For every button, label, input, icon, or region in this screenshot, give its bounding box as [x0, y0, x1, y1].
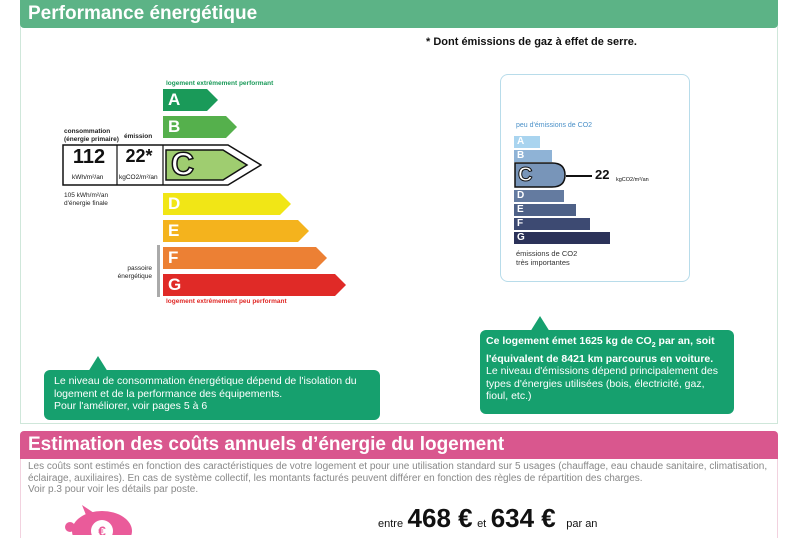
cost-max: 634 € — [490, 503, 556, 533]
energy-class-letter: E — [168, 221, 180, 240]
ges-pointer-line — [566, 175, 592, 177]
ges-class-b: B — [514, 150, 552, 162]
final-energy-label: 105 kWh/m²/an d'énergie finale — [64, 192, 109, 207]
cost-range: entre 468 € et 634 € par an — [378, 503, 598, 533]
energy-class-e — [163, 220, 309, 242]
ges-class-e: E — [514, 204, 576, 216]
ges-class-d: D — [514, 190, 564, 202]
ges-class-a: A — [514, 136, 540, 148]
ges-footnote: * Dont émissions de gaz à effet de serre. — [426, 36, 637, 48]
ges-current-letter: C — [518, 164, 533, 186]
energy-class-d — [163, 193, 291, 215]
costs-description: Les coûts sont estimés en fonction des caractéristiques de votre logement et pour une utilisation standard sur 5 usages (chauffage, eau chaude sanitaire, climatisation, éclairage, auxiliaires). En cas de système collectif, les montants facturés peuvent différer en fonction des règles de répartition des charges. Voir p.3 pour voir les détails par poste. — [28, 461, 768, 495]
co2-value: 22* — [125, 146, 153, 166]
emission-info-bubble: Ce logement émet 1625 kg de $CO_2$ par an, soit l'équivalent de 8421 km parcourus en voiture. Le niveau d'émissions dépend principalement des types d'énergies utilisées (bois, électricité, gaz, fioul, etc.) — [480, 330, 734, 414]
co2-unit: kgCO2/m²/an — [119, 174, 158, 181]
passoire-label: passoire énergétique — [117, 265, 152, 280]
energy-class-a — [163, 89, 218, 111]
ges-value: 22 — [595, 167, 610, 182]
energy-class-letter: D — [168, 194, 181, 213]
energy-class-letter: B — [168, 117, 181, 136]
costs-title: Estimation des coûts annuels d’énergie du logement — [20, 431, 778, 459]
ges-bottom-label: émissions de CO2 très importantes — [516, 249, 578, 267]
energy-class-letter: G — [168, 275, 182, 294]
ges-class-g: G — [514, 232, 610, 244]
energy-unit: kWh/m²/an — [72, 174, 104, 181]
euro-symbol: € — [98, 523, 106, 535]
current-class-letter: C — [171, 146, 195, 182]
energy-class-b — [163, 116, 237, 138]
cost-min: 468 € — [407, 503, 473, 533]
ges-class-f: F — [514, 218, 590, 230]
consumption-label: consommation (énergie primaire) — [64, 128, 119, 143]
energy-class-letter: F — [168, 248, 179, 267]
passoire-bracket — [157, 245, 160, 297]
emission-label: émission — [124, 133, 153, 140]
bottom-performance-label: logement extrêmement peu performant — [166, 298, 287, 305]
ges-top-label: peu d'émissions de CO2 — [516, 122, 593, 129]
energy-class-g — [163, 274, 346, 296]
energy-class-letter: A — [168, 90, 181, 109]
top-performance-label: logement extrêmement performant — [166, 80, 274, 87]
consumption-info-bubble: Le niveau de consommation énergétique dépend de l'isolation du logement et de la performance des équipements. Pour l'améliorer, voir pages 5 à 6 — [44, 370, 380, 420]
energy-class-f — [163, 247, 327, 269]
ges-unit: kgCO2/m²/an — [616, 177, 649, 183]
piggy-bank-icon — [64, 505, 134, 535]
performance-title: Performance énergétique — [20, 0, 778, 28]
energy-value: 112 — [72, 146, 106, 168]
